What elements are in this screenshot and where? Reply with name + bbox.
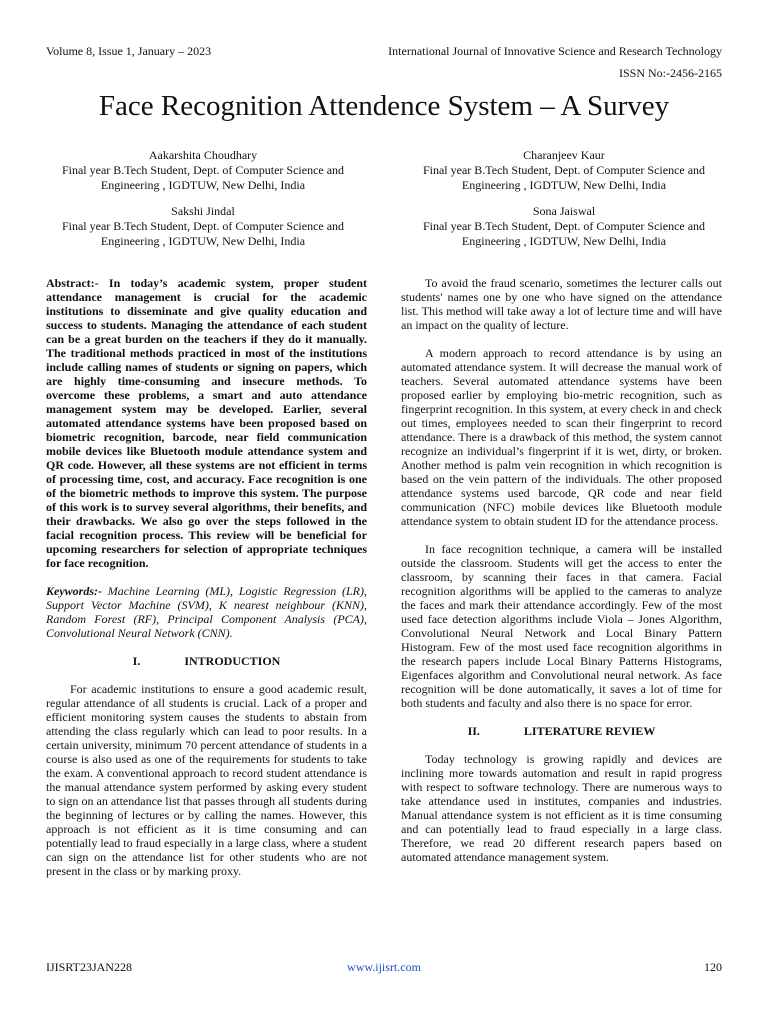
author-name: Charanjeev Kaur [523, 148, 605, 162]
keywords-label: Keywords:- [46, 584, 102, 598]
section-heading-introduction [46, 654, 367, 668]
author-affiliation: Engineering , IGDTUW, New Delhi, India [100, 234, 306, 248]
author-name: Sona Jaiswal [532, 204, 596, 218]
left-column [46, 276, 367, 878]
section-heading-literature-review [401, 724, 722, 738]
author-affiliation: Final year B.Tech Student, Dept. of Computer Science and [61, 219, 345, 233]
section-number: II. [467, 724, 480, 738]
author-block-1 [38, 148, 368, 193]
body-paragraph: Today technology is growing rapidly and devices are inclining more towards automation and result in rapid progress with respect to software technology. There are numerous ways to take attendance used in institutes, companies and industries. Manual attendance system is not efficient as it is time consuming and can potentially lead to fraud especially in a large class. Therefore, we read 20 different research papers based on automated attendance management system. [401, 752, 722, 864]
body-paragraph: A modern approach to record attendance is by using an automated attendance system. It will decrease the manual work of teachers. Several automated attendance systems have been proposed earlier by employing bio-metric recognition, such as fingerprint recognition. In this system, at every check in and check out times, employees needed to scan their fingerprint to record attendance. There is a drawback of this method, the system cannot recognize an individual’s fingerprint if it is wet, dirty, or broken. Another method is palm vein recognition in which recognition is based on the vein pattern of the individuals. The other proposed attendance systems used barcode, QR code and near field communication (NFC) mobile devices like Bluetooth module attendance system to obtain student ID for the attendance process. [401, 346, 722, 528]
author-name: Sakshi Jindal [171, 204, 235, 218]
paper-title: Face Recognition Attendence System – A Survey [98, 90, 670, 122]
issn: ISSN No:-2456-2165 [618, 66, 722, 80]
volume-issue: Volume 8, Issue 1, January – 2023 [46, 44, 212, 58]
intro-paragraph: For academic institutions to ensure a good academic result, regular attendance of all students is crucial. Lack of a proper and efficient monitoring system causes the students to abstain from attending the class regularly which can lead to poor results. In a certain university, minimum 70 percent attendance of students in a course is also used as one of the requirements for students to take the exam. A conventional approach to record student attendance is the manual attendance system performed by asking every student to sign on an attendance list that passes through all students during the beginning of lectures or by calling the names. However, this approach is not efficient as it is time consuming and can potentially lead to fraud especially in a large class, where a student can sign on the attendance list for other students who are not present in the class or by marking proxy. [46, 682, 367, 878]
author-affiliation: Engineering , IGDTUW, New Delhi, India [100, 178, 306, 192]
author-affiliation: Final year B.Tech Student, Dept. of Computer Science and [422, 163, 706, 177]
author-affiliation: Final year B.Tech Student, Dept. of Computer Science and [422, 219, 706, 233]
body-paragraph: In face recognition technique, a camera will be installed outside the classroom. Students will get the access to enter the classroom, by scanning their faces in that camera. Facial recognition algorithms will be applied to the cameras to analyze the faces and mark their attendance accordingly. Few of the most used face detection algorithms include Viola – Jones Algorithm, Convolutional Neural Network and Local Binary Pattern Histogram. Few of the most used face recognition algorithms in the research papers include Local Binary Patterns Histograms, Eigenfaces algorithm and Convolutional neural network. As face recognition will be done automatically, it saves a lot of time for both students and faculty and also there is no space for error. [401, 542, 722, 710]
abstract: Abstract:- In today’s academic system, proper student attendance management is crucial for the academic institutions to disseminate and give quality education and success to students. Managing the attendance of each student can be a great burden on the teachers if they do it manually. The traditional methods practiced in most of the institutions include calling names of students or signing on papers, which are highly time-consuming and insecure methods. To overcome these problems, a smart and auto attendance management system may be developed. Earlier, several automated attendance systems have been proposed based on biometric recognition, barcode, near field communication mobile devices like Bluetooth module attendance system and QR code. However, all these systems are not efficient in terms of processing time, cost, and accuracy. Face recognition is one of the biometric methods to improve this system. The purpose of this work is to survey several algorithms, their benefits, and their drawbacks. We also go over the steps followed in the facial recognition process. This review will be beneficial for upcoming researchers for selection of appropriate techniques for face recognition. [46, 276, 367, 570]
journal-name: International Journal of Innovative Science and Research Technology [388, 44, 722, 58]
keywords-text: Machine Learning (ML), Logistic Regression (LR), Support Vector Machine (SVM), K nearest neighbour (KNN), Random Forest (RF), Principal Component Analysis (PCA), Convolutional Neural Network (CNN). [46, 584, 367, 640]
author-affiliation: Final year B.Tech Student, Dept. of Computer Science and [61, 163, 345, 177]
author-affiliation: Engineering , IGDTUW, New Delhi, India [461, 178, 667, 192]
author-block-4 [399, 204, 729, 249]
paper-id: IJISRT23JAN228 [46, 960, 132, 974]
author-block-3 [38, 204, 368, 249]
author-affiliation: Engineering , IGDTUW, New Delhi, India [461, 234, 667, 248]
section-title: INTRODUCTION [184, 654, 281, 668]
journal-url-link[interactable]: www.ijisrt.com [347, 960, 421, 974]
right-column [401, 276, 722, 864]
body-paragraph: To avoid the fraud scenario, sometimes the lecturer calls out students' names one by one who have signed on the attendance list. This method will take away a lot of lecture time and will have an impact on the quality of lecture. [401, 276, 722, 332]
author-name: Aakarshita Choudhary [148, 148, 258, 162]
page-number: 120 [704, 960, 722, 974]
section-title: LITERATURE REVIEW [523, 724, 656, 738]
author-block-2 [399, 148, 729, 193]
keywords [46, 584, 367, 640]
section-number: I. [132, 654, 141, 668]
